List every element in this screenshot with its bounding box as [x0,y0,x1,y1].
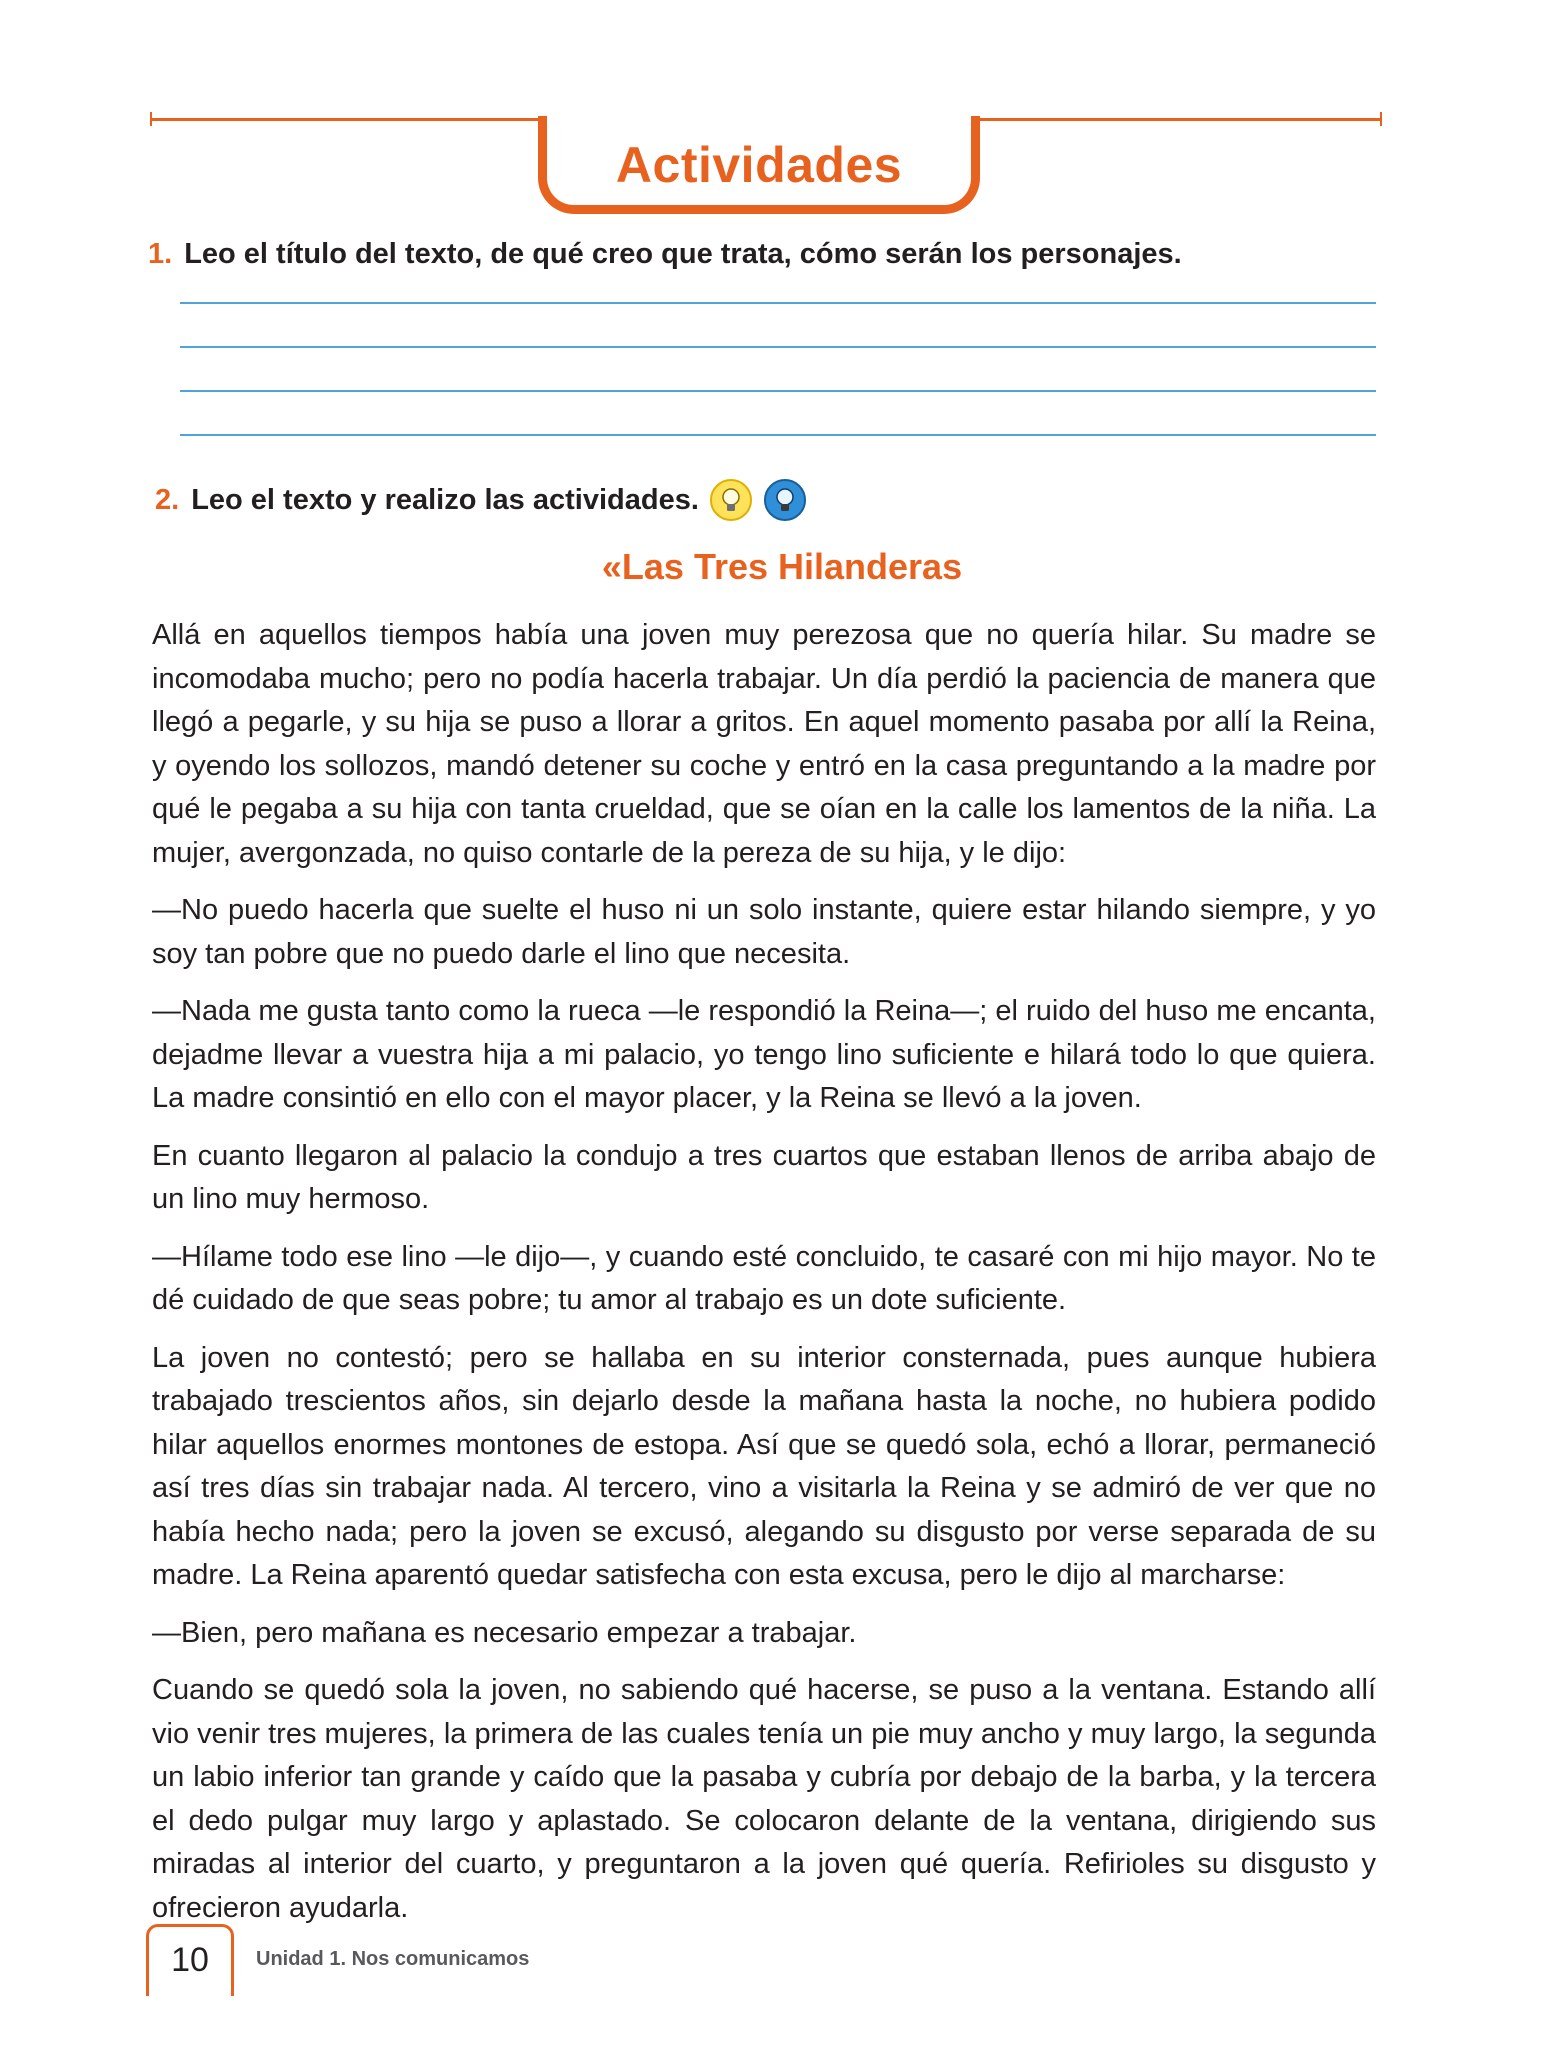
page-number-box [146,1924,234,1996]
question-1-number: 1. [148,238,173,270]
answer-line[interactable] [180,346,1376,348]
unit-label: Unidad 1. Nos comunicamos [256,1948,530,1970]
story-paragraph: Cuando se quedó sola la joven, no sabiendo qué hacerse, se puso a la ventana. Estando allí vio venir tres mujeres, la primera de las cuales tenía un pie muy ancho y muy largo, la segunda un labio inferior tan grande y caído que la pasaba y cubría por debajo de la barba, y la tercera el dedo pulgar muy largo y aplastado. Se colocaron delante de la ventana, dirigiendo sus miradas al interior del cuarto, y preguntaron a la joven qué quería. Refirioles su disgusto y ofrecieron ayudarla. [152,1674,1376,1924]
lightbulb-yellow-icon [709,478,753,522]
story-paragraph: —Nada me gusta tanto como la rueca —le respondió la Reina—; el ruido del huso me encanta, dejadme llevar a vuestra hija a mi palacio, yo tengo lino suficiente e hilará todo lo que quiera. La madre consintió en ello con el mayor placer, y la Reina se llevó a la joven. [152,995,1376,1114]
page-number: 10 [171,1941,209,1979]
question-1-text: Leo el título del texto, de qué creo que trata, cómo serán los personajes. [184,238,1182,270]
story-body [152,614,1376,1944]
story-paragraph: —Hílame todo ese lino —le dijo—, y cuando esté concluido, te casaré con mi hijo mayor. No te dé cuidado de que seas pobre; tu amor al trabajo es un dote suficiente. [152,1240,1376,1316]
question-2-number: 2. [155,483,180,516]
story-paragraph: —Bien, pero mañana es necesario empezar a trabajar. [152,1616,857,1649]
question-2-text: Leo el texto y realizo las actividades. [191,483,699,516]
story-paragraph: En cuanto llegaron al palacio la condujo a tres cuartos que estaban llenos de arriba abajo de un lino muy hermoso. [152,1139,1376,1215]
story-paragraph: Allá en aquellos tiempos había una joven muy perezosa que no quería hilar. Su madre se incomodaba mucho; pero no podía hacerla trabajar. Un día perdió la paciencia de manera que llegó a pegarle, y su hija se puso a llorar a gritos. En aquel momento pasaba por allí la Reina, y oyendo los sollozos, mandó detener su coche y entró en la casa preguntando a la madre por qué le pegaba a su hija con tanta crueldad, que se oían en la calle los lamentos de la niña. La mujer, avergonzada, no quiso contarle de la pereza de su hija, y le dijo: [152,619,1376,869]
section-title-tab [538,116,980,214]
story-title: «Las Tres Hilanderas [601,546,963,587]
answer-line[interactable] [180,302,1376,304]
story-paragraph: La joven no contestó; pero se hallaba en su interior consternada, pues aunque hubiera trabajado trescientos años, sin dejarlo desde la mañana hasta la noche, no hubiera podido hilar aquellos enormes montones de estopa. Así que se quedó sola, echó a llorar, permaneció así tres días sin trabajar nada. Al tercero, vino a visitarla la Reina y se admiró de ver que no había hecho nada; pero la joven se excusó, alegando su disgusto por verse separada de su madre. La Reina aparentó quedar satisfecha con esta excusa, pero le dijo al marcharse: [152,1341,1376,1591]
question-1 [148,238,1182,271]
story-paragraph: —No puedo hacerla que suelte el huso ni un solo instante, quiere estar hilando siempre, y yo soy tan pobre que no puedo darle el lino que necesita. [152,894,1376,970]
lightbulb-blue-icon [763,478,807,522]
section-title: Actividades [615,137,903,193]
answer-line[interactable] [180,390,1376,392]
question-2 [155,478,807,522]
answer-line[interactable] [180,434,1376,436]
